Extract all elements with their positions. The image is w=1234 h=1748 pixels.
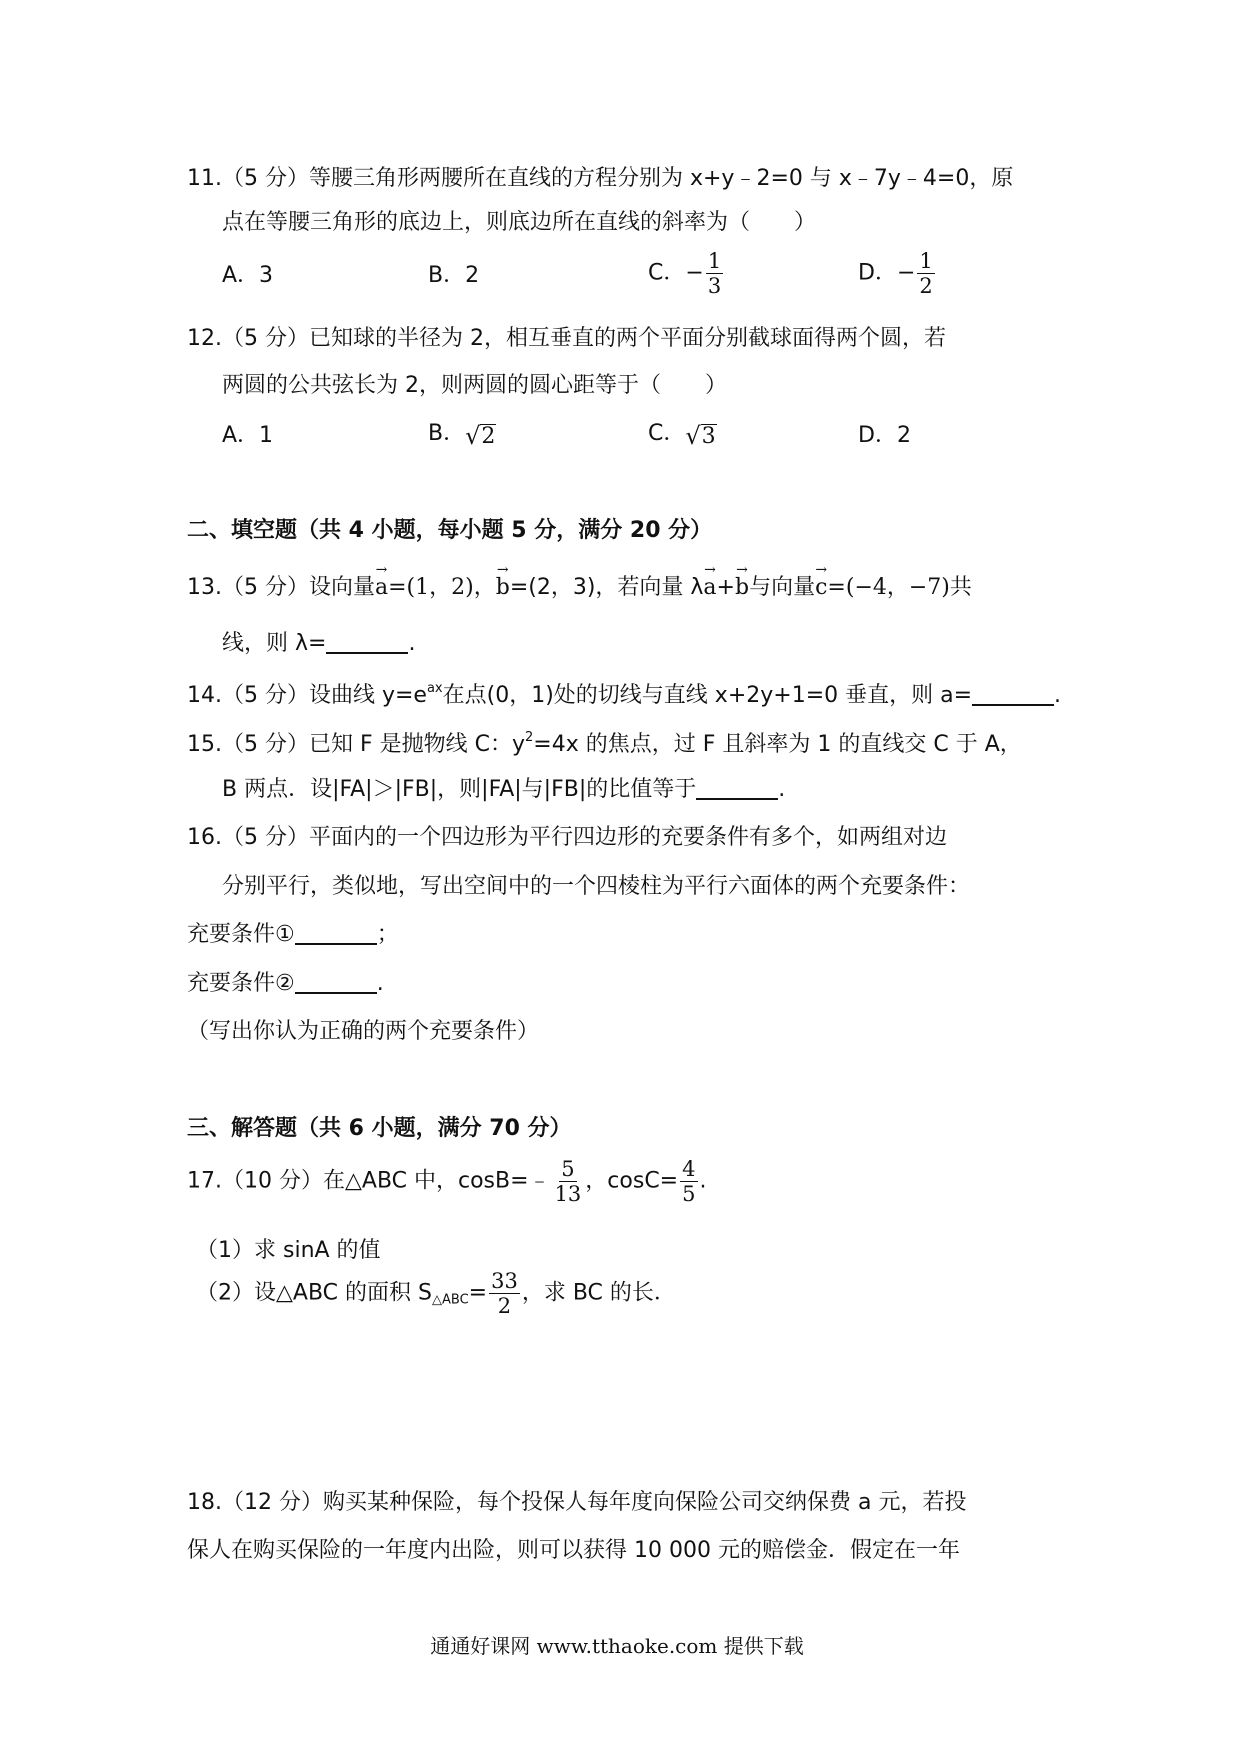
- answer-blank: [295, 991, 377, 994]
- q17-sub2-text-2: ，求 BC 的长．: [521, 1280, 676, 1306]
- page-footer: 通通好课网 www.tthaoke.com 提供下载: [430, 1634, 804, 1658]
- fraction-numerator: 5: [561, 1157, 575, 1181]
- fraction-numerator: 4: [682, 1157, 696, 1181]
- q13-text-1: 13.（5 分）设向量: [187, 575, 375, 600]
- q11-option-d-sign: −: [896, 260, 916, 286]
- q18-line2: 保人在购买保险的一年度内出险，则可以获得 10 000 元的赔偿金．假定在一年: [187, 1538, 960, 1563]
- vector-a: [703, 562, 717, 600]
- vector-arrow-icon: →: [704, 562, 716, 578]
- q14-line: [187, 682, 1061, 707]
- q17-text-1: 17.（10 分）在△ABC 中，cosB=﹣: [187, 1168, 551, 1194]
- fraction-denominator: 13: [554, 1182, 582, 1207]
- sqrt-argument: 3: [701, 424, 716, 449]
- q15-text-2: =4x 的焦点，过 F 且斜率为 1 的直线交 C 于 A，: [533, 732, 1022, 757]
- q13-line1: [187, 562, 972, 600]
- q13-text-6: =(−4，−7)共: [827, 575, 972, 600]
- q11-option-b: B．2: [428, 263, 480, 288]
- q11-option-d: [858, 250, 937, 297]
- vector-a: [374, 562, 389, 600]
- q11-option-d-label: D．: [858, 260, 897, 286]
- q12-option-d: D．2: [858, 423, 911, 448]
- q13-line2: [222, 633, 415, 655]
- q15-line2-end: .: [778, 777, 786, 802]
- q11-line1: 11.（5 分）等腰三角形两腰所在直线的方程分别为 x+y﹣2=0 与 x﹣7y﹣4=0，原: [187, 166, 1014, 191]
- q17-sub2-text-1: （2）设△ABC 的面积 S: [196, 1280, 432, 1306]
- q16-condition-1-end: ；: [376, 922, 399, 947]
- q14-end: .: [1054, 683, 1062, 708]
- vector-b: [495, 562, 510, 600]
- q12-line1: 12.（5 分）已知球的半径为 2，相互垂直的两个平面分别截球面得两个圆，若: [187, 326, 946, 351]
- q12-option-a: A．1: [222, 423, 274, 448]
- q13-text-2: =(1，2)，: [388, 575, 496, 600]
- q17-sub2-subscript: △ABC: [432, 1292, 469, 1308]
- q16-line2: 分别平行，类似地，写出空间中的一个四棱柱为平行六面体的两个充要条件：: [222, 874, 971, 899]
- vector-c: [815, 562, 828, 600]
- answer-blank: [295, 942, 377, 945]
- sqrt-2: [465, 424, 496, 449]
- sqrt-3: [685, 424, 716, 449]
- q16-line1: 16.（5 分）平面内的一个四边形为平行四边形的充要条件有多个，如两组对边: [187, 825, 947, 850]
- fraction-numerator: 1: [707, 249, 722, 273]
- q14-text-2: 在点(0，1)处的切线与直线 x+2y+1=0 垂直，则 a=: [442, 683, 973, 708]
- fraction-numerator: 33: [491, 1269, 518, 1293]
- q12-line2: 两圆的公共弦长为 2，则两圆的圆心距等于（ ）: [222, 373, 727, 398]
- vector-arrow-icon: →: [375, 562, 388, 578]
- radical-sign-icon: √: [465, 422, 481, 450]
- radical-sign-icon: √: [685, 422, 701, 450]
- q17-sub2: [196, 1270, 676, 1317]
- fraction-numerator: 1: [919, 249, 933, 273]
- fraction-denominator: 5: [682, 1182, 696, 1207]
- q11-option-c-label: C．: [648, 260, 686, 286]
- fraction-denominator: 2: [497, 1294, 512, 1319]
- q14-text-1: 14.（5 分）设曲线 y=e: [187, 683, 427, 708]
- q12-option-b-label: B．: [428, 421, 466, 446]
- q11-option-c-sign: −: [685, 260, 704, 286]
- vector-letter: b: [734, 575, 750, 600]
- q11-option-a: A．3: [222, 263, 274, 288]
- q11-option-c-fraction: [706, 250, 723, 297]
- vector-letter: c: [815, 575, 828, 600]
- q11-option-c: [648, 250, 725, 297]
- section3-heading: 三、解答题（共 6 小题，满分 70 分）: [187, 1116, 572, 1141]
- answer-blank: [326, 651, 408, 654]
- q16-note: （写出你认为正确的两个充要条件）: [187, 1019, 540, 1044]
- vector-arrow-icon: →: [736, 562, 748, 578]
- section2-heading: 二、填空题（共 4 小题，每小题 5 分，满分 20 分）: [187, 518, 713, 543]
- q12-option-b: [428, 423, 496, 449]
- q15-line2: [222, 779, 785, 801]
- q17-end: .: [699, 1168, 707, 1194]
- q18-line1: 18.（12 分）购买某种保险，每个投保人每年度向保险公司交纳保费 a 元，若投: [187, 1490, 967, 1515]
- q13-text-5: 与向量: [749, 575, 816, 600]
- q16-condition-2-end: .: [376, 971, 384, 996]
- q15-exponent: 2: [525, 730, 534, 745]
- q15-text-1: 15.（5 分）已知 F 是抛物线 C：y: [187, 732, 525, 757]
- q16-condition-2: [187, 973, 384, 995]
- q16-condition-1: [187, 924, 399, 946]
- q14-exponent: ax: [426, 681, 443, 696]
- q12-option-c-label: C．: [648, 421, 686, 446]
- q16-condition-1-label: 充要条件①: [187, 922, 295, 947]
- q17-sub1: （1）求 sinA 的值: [196, 1238, 381, 1263]
- q17-text-2: ，cosC=: [585, 1168, 679, 1194]
- vector-letter: a: [374, 575, 389, 600]
- vector-b: [734, 562, 750, 600]
- q11-line2: 点在等腰三角形的底边上，则底边所在直线的斜率为（ ）: [222, 210, 817, 235]
- q13-text-line2: 线，则 λ=: [222, 631, 327, 656]
- q15-text-line2: B 两点．设|FA|＞|FB|，则|FA|与|FB|的比值等于: [222, 777, 697, 802]
- vector-arrow-icon: →: [496, 562, 509, 578]
- cos-b-fraction: [553, 1158, 584, 1205]
- area-fraction: [489, 1270, 520, 1317]
- fraction-denominator: 3: [707, 274, 722, 299]
- sqrt-argument: 2: [481, 424, 496, 449]
- vector-arrow-icon: →: [815, 562, 828, 578]
- answer-blank: [972, 703, 1054, 706]
- q15-line1: [187, 731, 1022, 756]
- q12-option-c: [648, 423, 717, 449]
- q13-text-3: =(2，3)，若向量 λ: [509, 575, 704, 600]
- q13-text-4: +: [716, 575, 735, 600]
- answer-blank: [696, 797, 778, 800]
- vector-letter: a: [703, 575, 717, 600]
- q13-line2-end: .: [408, 631, 416, 656]
- q17-sub2-eq: =: [468, 1280, 488, 1306]
- q17-line: [187, 1158, 707, 1205]
- vector-letter: b: [495, 575, 510, 600]
- fraction-denominator: 2: [919, 274, 933, 299]
- q16-condition-2-label: 充要条件②: [187, 971, 295, 996]
- q11-option-d-fraction: [917, 250, 934, 297]
- cos-c-fraction: [680, 1158, 697, 1205]
